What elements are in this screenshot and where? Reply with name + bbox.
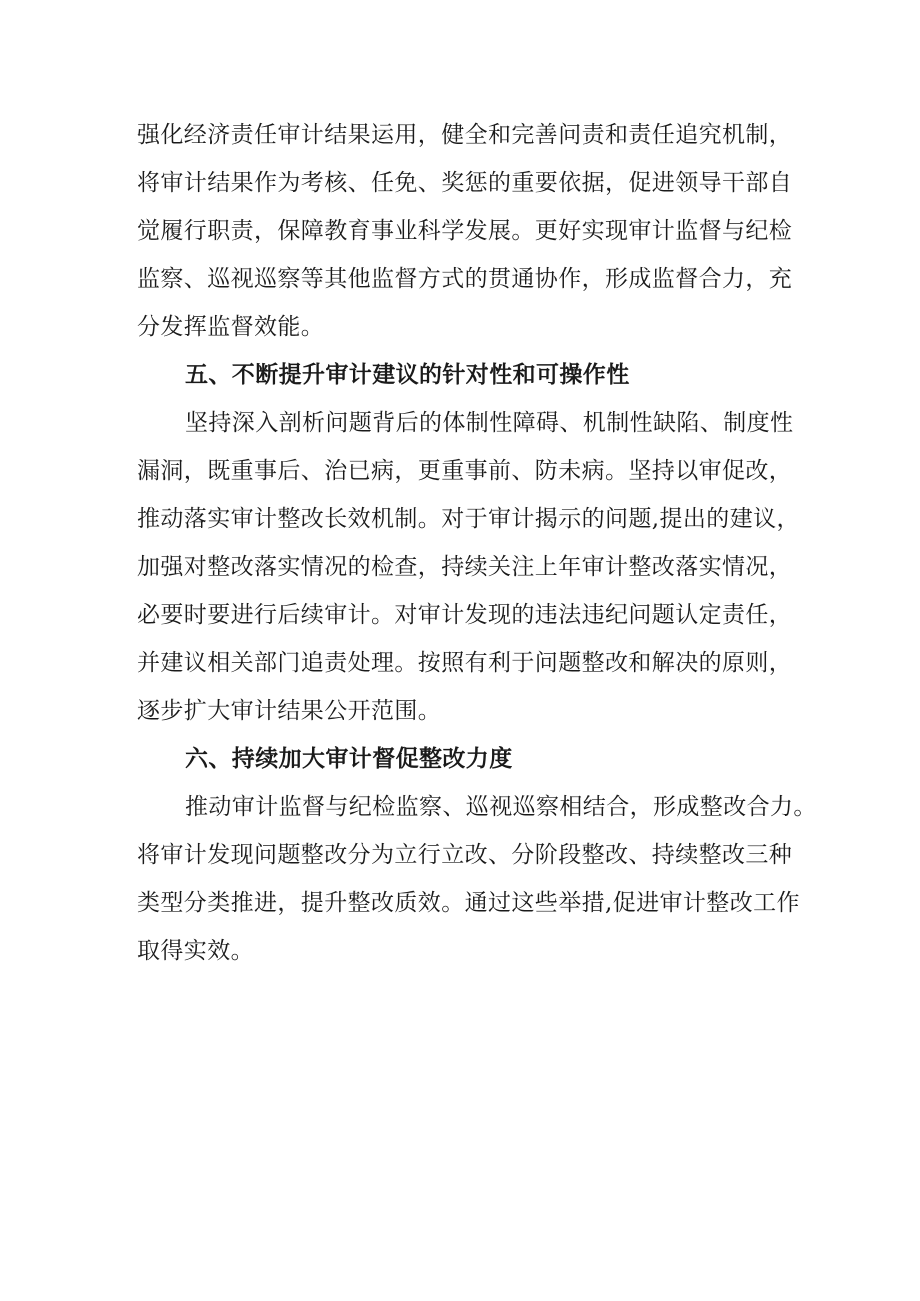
section-heading-6: 六、持续加大审计督促整改力度 xyxy=(185,746,513,772)
text-line: 推动落实审计整改长效机制。对于审计揭示的问题,提出的建议， xyxy=(137,506,800,532)
text-line: 觉履行职责，保障教育事业科学发展。更好实现审计监督与纪检 xyxy=(137,218,793,244)
paragraph xyxy=(137,399,800,735)
text-line: 并建议相关部门追责处理。按照有利于问题整改和解决的原则， xyxy=(137,650,793,676)
text-line: 监察、巡视巡察等其他监督方式的贯通协作，形成监督合力，充 xyxy=(137,266,793,292)
text-line: 将审计发现问题整改分为立行立改、分阶段整改、持续整改三种 xyxy=(137,842,793,868)
text-line: 推动审计监督与纪检监察、巡视巡察相结合，形成整改合力。 xyxy=(185,794,817,820)
text-line: 分发挥监督效能。 xyxy=(137,314,325,340)
text-line: 坚持深入剖析问题背后的体制性障碍、机制性缺陷、制度性 xyxy=(185,410,794,436)
document-body xyxy=(137,111,817,975)
text-line: 强化经济责任审计结果运用，健全和完善问责和责任追究机制， xyxy=(137,122,793,148)
text-line: 必要时要进行后续审计。对审计发现的违法违纪问题认定责任， xyxy=(137,602,793,628)
paragraph xyxy=(137,783,817,975)
text-line: 加强对整改落实情况的检查，持续关注上年审计整改落实情况， xyxy=(137,554,793,580)
paragraph xyxy=(137,111,797,351)
text-line: 取得实效。 xyxy=(137,938,254,964)
text-line: 类型分类推进，提升整改质效。通过这些举措,促进审计整改工作 xyxy=(137,890,800,916)
text-line: 逐步扩大审计结果公开范围。 xyxy=(137,698,442,724)
section-heading-5: 五、不断提升审计建议的针对性和可操作性 xyxy=(185,362,630,388)
text-line: 漏洞，既重事后、治已病，更重事前、防未病。坚持以审促改， xyxy=(137,458,793,484)
text-line: 将审计结果作为考核、任免、奖惩的重要依据，促进领导干部自 xyxy=(137,170,793,196)
